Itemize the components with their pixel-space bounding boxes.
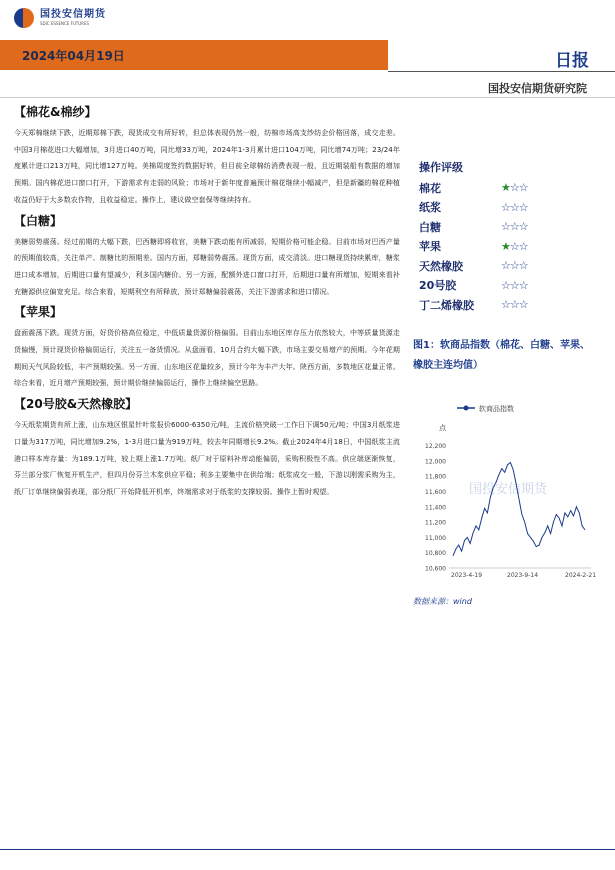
legend-label: 软商品指数 xyxy=(479,405,514,413)
section-text: 今天郑棉继续下跌，近期郑棉下跌，现货成交有所好转，但总体表现仍然一般，纺棉市场高支纱纺企价格回落，成交走差。中国3月棉花进口大幅增加，3月进口40万吨，同比增33万吨，2024年1-3月累计进口104万吨，同比增74万吨；23/24年度累计进口213万吨，同比增127万吨。美棉周度签约数据好转，但目前全球棉纺消费表现一般，且近期装船有数据的增加预期。国内棉花进口窗口打开，下游需求有走弱的风险；市场对于新年度普遍预计棉花继续小幅减产，但是新疆的棉花种植收益仍好于大多数农作物，且收益稳定。操作上，建议做空套保等继续持有。 xyxy=(14,129,400,204)
rating-row xyxy=(419,256,599,276)
header-rule xyxy=(0,97,615,98)
rating-row xyxy=(419,217,599,237)
company-logo xyxy=(14,8,106,28)
section-text: 盘面震荡下跌。现货方面，好货价格高位稳定，中低质量货源价格偏弱。目前山东地区库存压力依然较大，中等质量货源走货偏慢，预计现货价格偏弱运行，关注五一备货情况。从盘面看，10月合约大幅下跌，市场主要交易增产的预期。今年花期期间天气风险较低，丰产预期较强。另一方面，山东地区花量较多，预计今年为丰产大年。陕西方面，多数地区花量正常。综合来看，近月增产预期较强，预计期价继续偏弱运行，操作上继续偏空思路。 xyxy=(14,329,400,388)
y-tick-label: 11,400 xyxy=(425,504,446,512)
soft-commodity-chart xyxy=(413,398,599,590)
footer-divider xyxy=(0,849,615,850)
section-apple xyxy=(14,303,400,392)
star-icon: ☆☆☆ xyxy=(501,220,528,234)
rating-row xyxy=(419,295,599,315)
logo-en: SDIC ESSENCE FUTURES xyxy=(40,21,90,26)
watermark: 国投安信期货 xyxy=(468,482,548,497)
rating-row xyxy=(419,178,599,198)
rating-name: 棉花 xyxy=(419,181,441,195)
y-tick-label: 11,200 xyxy=(425,519,446,527)
y-tick-label: 11,000 xyxy=(425,534,446,542)
logo-cn: 国投安信期货 xyxy=(40,9,106,20)
star-icon: ★☆☆ xyxy=(501,181,528,195)
x-tick-label: 2024-2-21 xyxy=(565,572,597,579)
star-icon: ☆☆☆ xyxy=(501,200,528,214)
header-divider xyxy=(388,71,615,72)
rating-title: 操作评级 xyxy=(419,161,463,174)
rating-table xyxy=(419,158,599,315)
y-tick-label: 11,600 xyxy=(425,489,446,497)
rating-name: 20号胶 xyxy=(419,279,457,293)
star-icon: ☆☆☆ xyxy=(501,259,528,273)
logo-icon xyxy=(14,8,34,28)
section-cotton xyxy=(14,103,400,209)
section-sugar xyxy=(14,212,400,301)
legend-marker xyxy=(464,406,469,411)
x-tick-label: 2023-9-14 xyxy=(507,572,539,579)
figure-caption: 图1：软商品指数（棉花、白糖、苹果、橡胶主连均值） xyxy=(413,340,590,371)
y-unit-label: 点 xyxy=(439,424,446,432)
section-heading: 【20号胶&天然橡胶】 xyxy=(14,397,138,412)
rating-row xyxy=(419,276,599,296)
section-heading: 【苹果】 xyxy=(14,305,63,320)
rating-row xyxy=(419,237,599,257)
y-tick-label: 10,800 xyxy=(425,550,446,558)
star-icon: ☆☆☆ xyxy=(501,278,528,292)
institute-name: 国投安信期货研究院 xyxy=(488,82,587,95)
rating-name: 白糖 xyxy=(419,220,441,234)
section-text: 今天纸浆期货有所上涨，山东地区银星针叶浆报价6000-6350元/吨，主流价格突破一工作日下调50元/吨；中国3月纸浆进口量为317万吨，同比增加9.2%，1-3月进口量为919万吨，较去年同期增长9.2%。截止2024年4月18日，中国纸浆主流港口样本库存量：为189.1万吨，较上期上涨1.7万吨。纸厂对于原料补库动能偏弱，采购积极性不高。供应端逐渐恢复，芬兰部分浆厂恢复开机生产，但四月份芬兰木浆供应平稳；利多主要集中在供给端；纸浆成交一般，下游以刚需采购为主，纸厂订单继续偏弱表现，部分纸厂开始降低开机率，终端需求对于纸浆的支撑较弱。操作上暂时观望。 xyxy=(14,421,400,496)
y-tick-label: 12,200 xyxy=(425,443,446,451)
report-date: 2024年04月19日 xyxy=(22,49,125,63)
star-icon: ☆☆☆ xyxy=(501,298,528,312)
star-icon: ★☆☆ xyxy=(501,239,528,253)
x-tick-label: 2023-4-19 xyxy=(451,572,483,579)
report-title: 日报 xyxy=(555,51,589,71)
series-line xyxy=(453,463,585,556)
section-heading: 【棉花&棉纱】 xyxy=(14,105,97,119)
section-heading: 【白糖】 xyxy=(14,213,63,228)
data-source: 数据来源：wind xyxy=(413,597,472,606)
section-text: 美糖弱势震荡。经过前期的大幅下跌，巴西糖即将收官，美糖下跌动能有所减弱，短期价格可能企稳。目前市场对巴西产量的预期值较高，关注单产、制糖比的预期差。国内方面，郑糖弱势震荡。现货方面，成交清淡。进口糖现货持续累库，糖浆进口成本增加，后期进口量有望减少，利多国内糖价。另一方面，配额外进口窗口打开，后期进口量有所增加，短期来看补充糖源供应偏宽充足。综合来看，短期利空有所释放，预计郑糖偏弱震荡，关注下游需求和进口情况。 xyxy=(14,237,400,296)
rating-name: 丁二烯橡胶 xyxy=(419,298,474,312)
y-tick-label: 11,800 xyxy=(425,473,446,481)
main-content xyxy=(14,103,400,504)
rating-name: 苹果 xyxy=(419,240,441,254)
chart-svg xyxy=(413,398,599,590)
rating-row xyxy=(419,198,599,218)
section-rubber xyxy=(14,395,400,501)
y-tick-label: 12,000 xyxy=(425,458,446,466)
rating-name: 天然橡胶 xyxy=(419,259,463,273)
rating-name: 纸浆 xyxy=(419,201,441,215)
y-tick-label: 10,600 xyxy=(425,565,446,573)
